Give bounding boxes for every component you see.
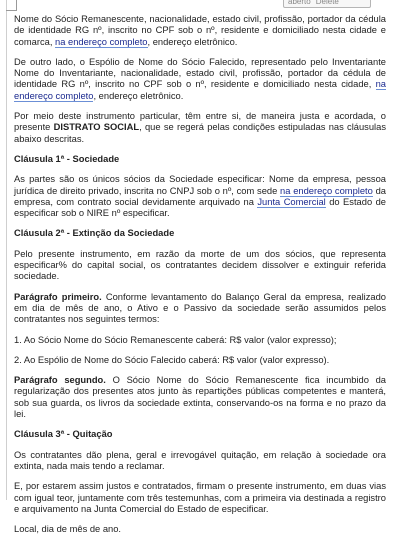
- comment-chip-text: aberto "Delete": [288, 0, 342, 6]
- clause-1-text: As partes são os únicos sócios da Sociedade especificar: Nome da empresa, pessoa jurídica de direito privado, inscrita no CNPJ sob o nº, com sede: [14, 174, 386, 196]
- party-1-paragraph: [14, 14, 386, 48]
- intro-paragraph: [14, 111, 386, 145]
- clause-1-junta-link[interactable]: Junta Comercial: [257, 196, 326, 207]
- clause-2-paragraph-1: [14, 292, 386, 326]
- paragraph-2-text: O Sócio Nome do Sócio Remanescente fica incumbido da regularização dos presentes atos junto às repartições públicas competentes e manterá, sob sua guarda, os livros da sociedade extinta, conservando-os na forma e no prazo da lei.: [14, 375, 386, 420]
- clause-2-heading: Cláusula 2ª - Extinção da Sociedade: [14, 228, 175, 239]
- paragraph-1-label: Parágrafo primeiro.: [14, 291, 102, 302]
- party-2-text: De outro lado, o Espólio de Nome do Sócio Falecido, representado pelo Inventariante Nome do Inventariante, nacionalidade, estado civil, profissão, portador da cédula de identidade RG nº, inscrito no CPF sob o nº, residente e domiciliado nesta cidade,: [14, 56, 386, 90]
- intro-text-end: , que se regerá pelas condições estipuladas nas cláusulas abaixo descritas.: [14, 122, 386, 144]
- party-1-text-end: , endereço eletrônico.: [147, 36, 238, 47]
- clause-2-item-2: 2. Ao Espólio de Nome do Sócio Falecido caberá: R$ valor (valor expresso).: [14, 354, 330, 365]
- intro-title-bold: DISTRATO SOCIAL: [53, 122, 140, 133]
- clause-1-heading: Cláusula 1ª - Sociedade: [14, 153, 120, 164]
- clause-3-heading: Cláusula 3ª - Quitação: [14, 429, 113, 440]
- party-2-address-link[interactable]: na endereço completo: [14, 79, 386, 101]
- paragraph-1-text: Conforme levantamento do Balanço Geral da empresa, realizado em dia de mês de ano, o Ativo e o Passivo da sociedade serão assumidos pelos contratantes nos seguintes termos:: [14, 291, 386, 325]
- document-body[interactable]: [14, 14, 386, 544]
- intro-text: Por meio deste instrumento particular, têm entre si, de maneira justa e acordada, o presente: [14, 111, 386, 133]
- comment-chip[interactable]: [283, 0, 371, 8]
- paragraph-2-label: Parágrafo segundo.: [14, 375, 106, 386]
- page-corner-marker: [6, 0, 17, 11]
- clause-2-paragraph: Pelo presente instrumento, em razão da morte de um dos sócios, que representa especificar% do capital social, os contratantes decidem dissolver e extinguir referida sociedade.: [14, 248, 386, 282]
- clause-2-paragraph-2: [14, 375, 386, 420]
- clause-2-item-1: 1. Ao Sócio Nome do Sócio Remanescente caberá: R$ valor (valor expresso);: [14, 334, 337, 345]
- party-2-paragraph: [14, 57, 386, 102]
- party-2-text-end: , endereço eletrônico.: [93, 90, 184, 101]
- clause-1-paragraph: [14, 174, 386, 219]
- clause-1-text-end: do Estado de especificar sob o NIRE nº especificar.: [14, 196, 386, 219]
- clause-1-address-link[interactable]: na endereço completo: [280, 185, 373, 196]
- clause-1-text-mid: da empresa, com contrato social devidamente arquivado na: [14, 185, 386, 207]
- closing-line: Local, dia de mês de ano.: [14, 524, 122, 535]
- party-1-text: Nome do Sócio Remanescente, nacionalidade, estado civil, profissão, portador da cédula de identidade RG nº, inscrito no CPF sob o nº, residente e domiciliado nesta cidade e comarca,: [14, 14, 386, 47]
- party-1-address-link[interactable]: na endereço completo: [55, 36, 148, 47]
- clause-3-paragraph-2: E, por estarem assim justos e contratados, firmam o presente instrumento, em duas vias com igual teor, juntamente com três testemunhas, com a primeira via destinada a registro e arquivamento na Junta Comercial do Estado de especificar.: [14, 481, 386, 514]
- clause-3-paragraph-1: Os contratantes dão plena, geral e irrevogável quitação, em relação à sociedade ora extinta, nada mais tendo a reclamar.: [14, 449, 386, 471]
